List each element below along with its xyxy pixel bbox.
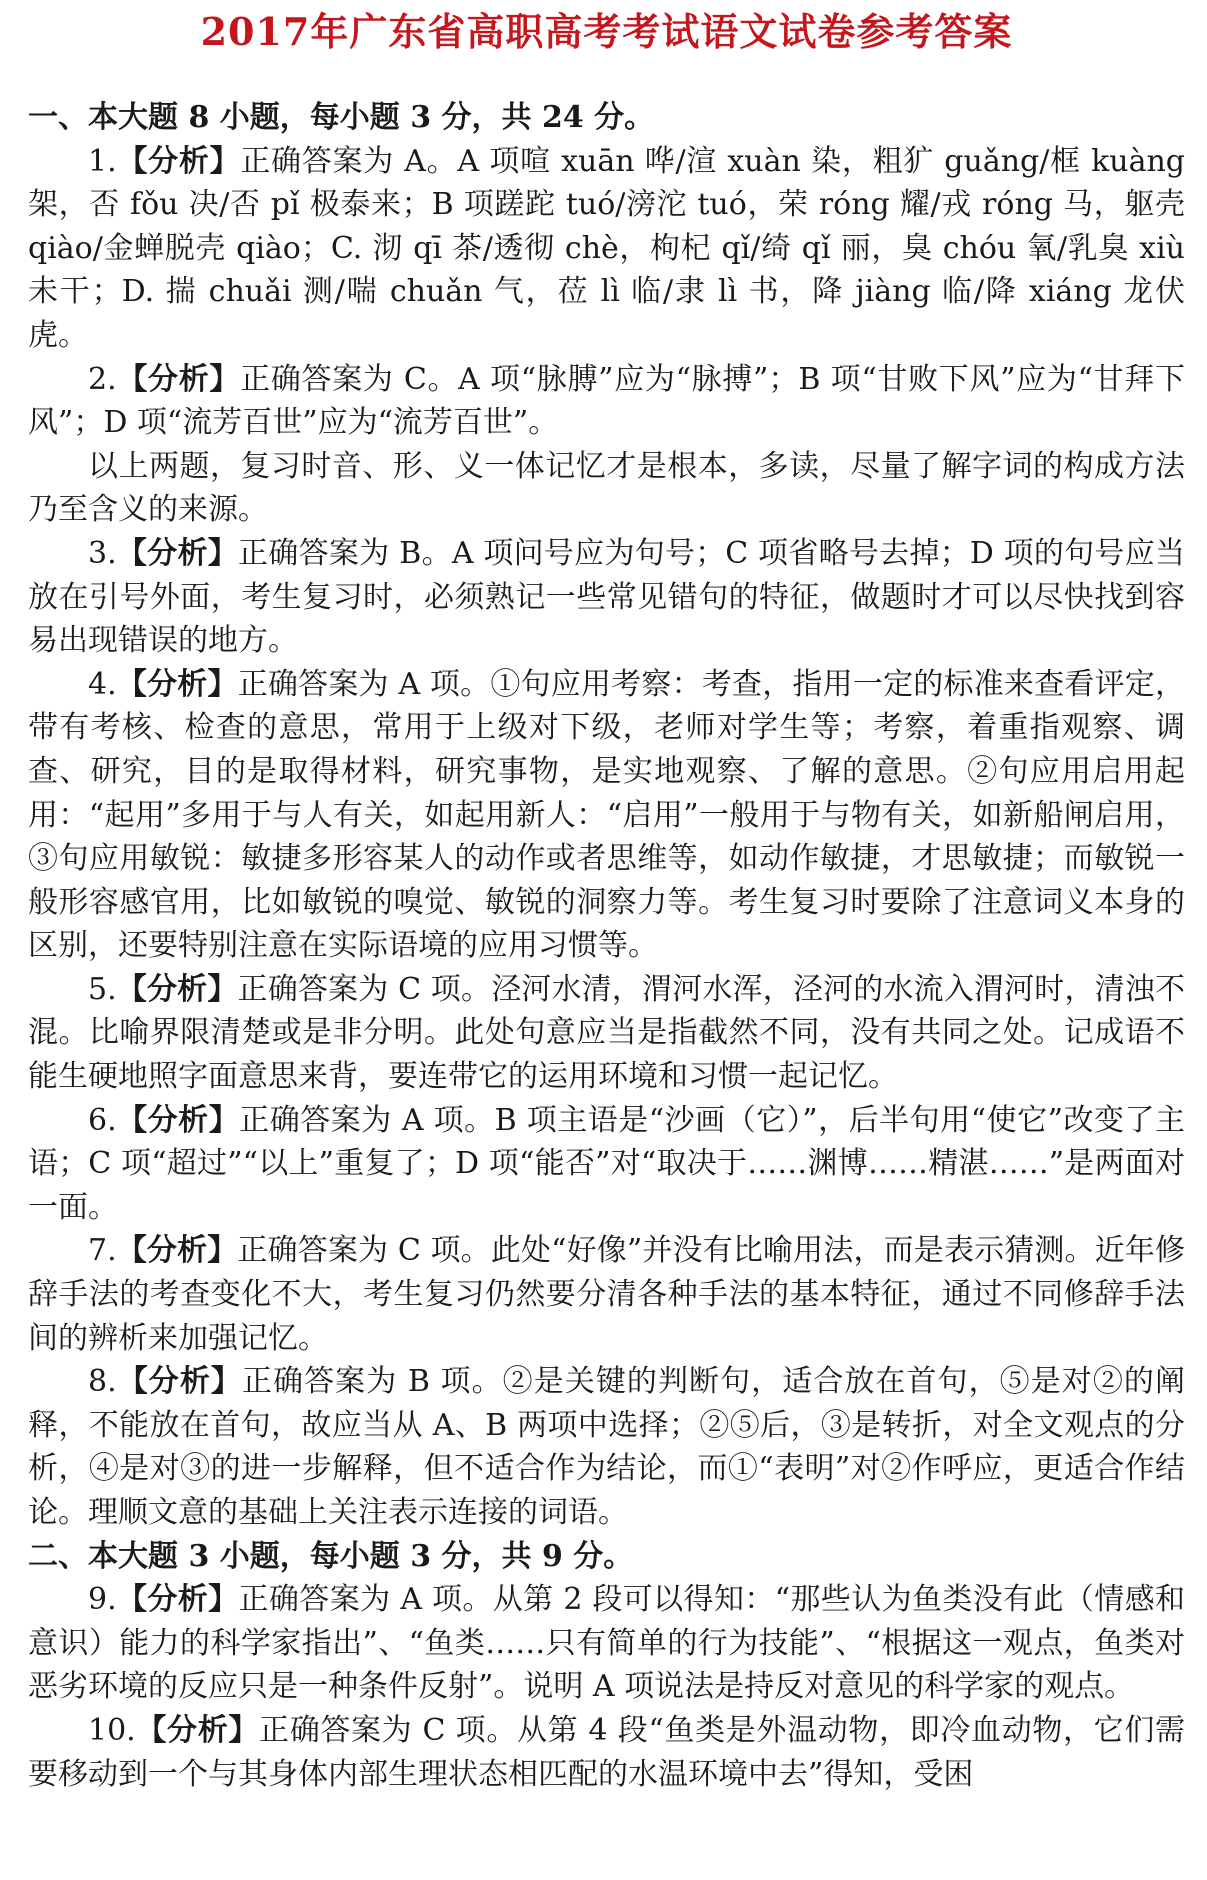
item-text: 正确答案为 C 项。此处“好像”并没有比喻用法，而是表示猜测。近年修辞手法的考查变化不大，考生复习仍然要分清各种手法的基本特征，通过不同修辞手法间的辨析来加强记忆。 <box>28 1233 1186 1356</box>
item-number: 8. <box>88 1364 117 1400</box>
item-number: 10. <box>88 1712 136 1748</box>
answer-item-4 <box>28 663 1185 968</box>
answer-item-8 <box>28 1360 1185 1534</box>
item-text: 正确答案为 A。A 项喧 xuān 哗/渲 xuàn 染，粗犷 guǎng/框 kuàng 架，否 fǒu 决/否 pǐ 极泰来；B 项蹉跎 tuó/滂沱 tuó，荣 róng 耀/戎 róng 马，躯壳 qiào/金蝉脱壳 qiào；C. 沏 qī 茶/透彻 chè，枸杞 qǐ/绮 qǐ 丽，臭 chóu 氧/乳臭 xiù 未干；D. 揣 chuǎi 测/喘 chuǎn 气，莅 lì 临/隶 lì 书，降 jiàng 临/降 xiáng 龙伏虎。 <box>28 143 1186 353</box>
answer-item-5 <box>28 968 1185 1099</box>
item-number: 2. <box>88 361 117 397</box>
analysis-tag: 【分析】 <box>116 1582 239 1618</box>
item-text: 正确答案为 B。A 项问号应为句号；C 项省略号去掉；D 项的句号应当放在引号外面，考生复习时，必须熟记一些常见错句的特征，做题时才可以尽快找到容易出现错误的地方。 <box>28 535 1185 659</box>
item-text: 正确答案为 C 项。从第 4 段“鱼类是外温动物，即冷血动物，它们需要移动到一个与其身体内部生理状态相匹配的水温环境中去”得知，受困 <box>28 1712 1186 1792</box>
item-number: 1. <box>88 143 117 179</box>
analysis-tag: 【分析】 <box>116 666 238 702</box>
item-text: 正确答案为 A 项。B 项主语是“沙画（它）”，后半句用“使它”改变了主语；C 项“超过”“以上”重复了；D 项“能否”对“取决于……渊博……精湛……”是两面对一面。 <box>28 1102 1185 1225</box>
answer-item-10 <box>28 1709 1185 1796</box>
analysis-tag: 【分析】 <box>116 143 241 179</box>
item-text: 正确答案为 C 项。泾河水清，渭河水浑，泾河的水流入渭河时，清浊不混。比喻界限清楚或是非分明。此处句意应当是指截然不同，没有共同之处。记成语不能生硬地照字面意思来背，要连带它的运用环境和习惯一起记忆。 <box>28 971 1186 1095</box>
item-text: 正确答案为 A 项。①句应用考察：考查，指用一定的标准来查看评定，带有考核、检查的意思，常用于上级对下级，老师对学生等；考察，着重指观察、调查、研究，目的是取得材料，研究事物，是实地观察、了解的意思。②句应用启用起用：“起用”多用于与人有关，如起用新人：“启用”一般用于与物有关，如新船闸启用，③句应用敏锐：敏捷多形容某人的动作或者思维等，如动作敏捷，才思敏捷；而敏锐一般形容感官用，比如敏锐的嗅觉、敏锐的洞察力等。考生复习时要除了注意词义本身的区别，还要特别注意在实际语境的应用习惯等。 <box>28 666 1185 964</box>
answer-item-1 <box>28 140 1185 358</box>
answer-item-2 <box>28 358 1185 445</box>
item-text: 以上两题，复习时音、形、义一体记忆才是根本，多读，尽量了解字词的构成方法乃至含义的来源。 <box>28 448 1185 528</box>
section-2 <box>28 1535 1185 1797</box>
document-title: 2017年广东省高职高考考试语文试卷参考答案 <box>200 9 1013 54</box>
item-text: 正确答案为 C。A 项“脉膊”应为“脉搏”；B 项“甘败下风”应为“甘拜下风”；D 项“流芳百世”应为“流芳百世”。 <box>28 361 1185 441</box>
analysis-tag: 【分析】 <box>116 971 238 1007</box>
item-number: 9. <box>88 1582 117 1618</box>
analysis-tag: 【分析】 <box>116 1233 238 1269</box>
item-number: 4. <box>88 666 117 702</box>
section-heading: 二、本大题 3 小题，每小题 3 分，共 9 分。 <box>28 1538 634 1574</box>
summary-note <box>28 445 1185 532</box>
item-text: 正确答案为 A 项。从第 2 段可以得知：“那些认为鱼类没有此（情感和意识）能力的科学家指出”、“鱼类……只有简单的行为技能”、“根据这一观点，鱼类对恶劣环境的反应只是一种条件反射”。说明 A 项说法是持反对意见的科学家的观点。 <box>28 1582 1186 1705</box>
analysis-tag: 【分析】 <box>116 361 241 397</box>
answer-item-9 <box>28 1578 1185 1709</box>
section-heading: 一、本大题 8 小题，每小题 3 分，共 24 分。 <box>28 100 655 135</box>
answer-item-3 <box>28 532 1185 663</box>
analysis-tag: 【分析】 <box>116 535 239 571</box>
analysis-tag: 【分析】 <box>135 1712 260 1748</box>
item-number: 5. <box>88 971 117 1007</box>
item-number: 6. <box>88 1102 117 1138</box>
analysis-tag: 【分析】 <box>116 1364 242 1400</box>
item-text: 正确答案为 B 项。②是关键的判断句，适合放在首句，⑤是对②的阐释，不能放在首句，故应当从 A、B 两项中选择；②⑤后，③是转折，对全文观点的分析，④是对③的进一步解释，但不适合作为结论，而①“表明”对②作呼应，更适合作结论。理顺文意的基础上关注表示连接的词语。 <box>28 1364 1185 1530</box>
answer-item-6 <box>28 1099 1185 1230</box>
analysis-tag: 【分析】 <box>116 1102 240 1138</box>
item-number: 3. <box>88 535 117 571</box>
section-1 <box>28 96 1185 1535</box>
item-number: 7. <box>88 1233 117 1269</box>
answer-item-7 <box>28 1229 1185 1360</box>
